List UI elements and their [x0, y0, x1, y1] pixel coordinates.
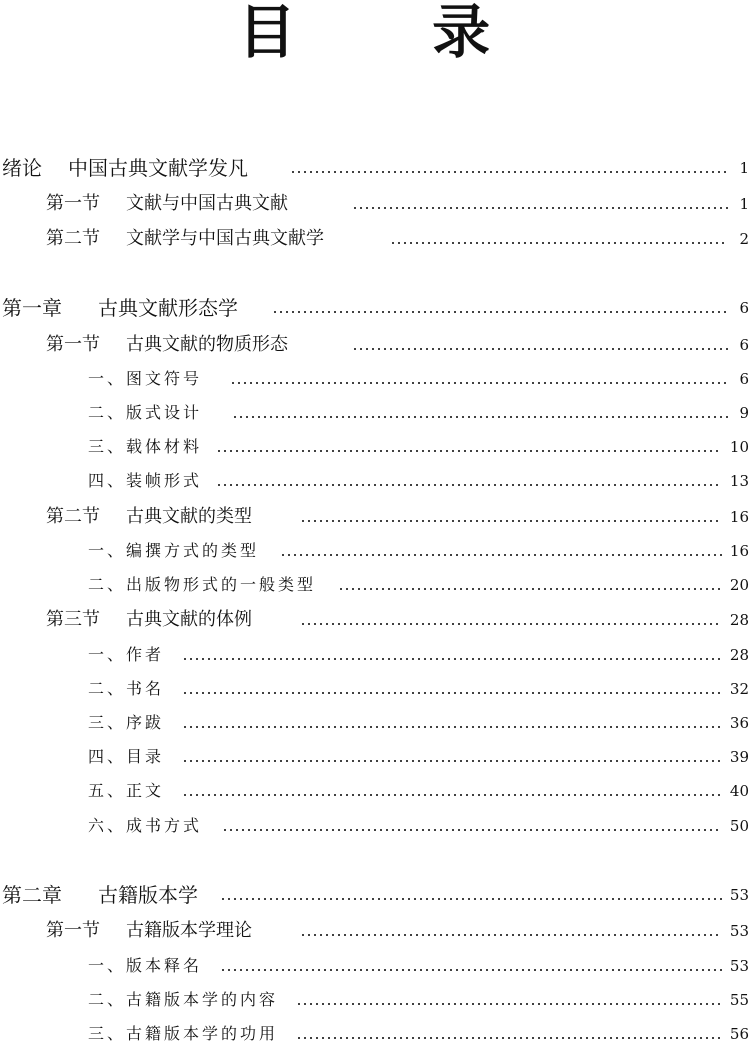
toc-entry-page: 53 — [729, 886, 749, 904]
dot-leader — [390, 242, 728, 244]
toc-entry-chapter — [0, 880, 750, 910]
toc-entry-label — [46, 916, 252, 946]
toc-entry-title: 书名 — [126, 679, 165, 698]
toc-entry-number: 第一章 — [2, 296, 62, 320]
dot-leader — [182, 726, 722, 728]
dot-leader — [182, 658, 722, 660]
toc-entry-label — [46, 224, 324, 254]
toc-entry-page: 28 — [729, 611, 749, 629]
toc-entry-section — [0, 330, 750, 360]
toc-entry-page: 9 — [739, 404, 749, 422]
toc-entry-item — [0, 536, 750, 566]
toc-entry-label — [46, 605, 252, 635]
dot-leader — [220, 969, 722, 971]
toc-entry-title: 古籍版本学 — [98, 883, 198, 907]
toc-entry-number: 第三节 — [46, 609, 100, 630]
toc-entry-title: 正文 — [126, 781, 165, 800]
toc-entry-title: 古典文献的体例 — [126, 609, 252, 630]
toc-entry-page: 50 — [729, 817, 749, 835]
dot-leader — [352, 348, 728, 350]
dot-leader — [182, 794, 722, 796]
toc-entry-item — [0, 364, 750, 394]
toc-entry-title: 古籍版本学理论 — [126, 920, 252, 941]
toc-entry-label — [2, 153, 248, 183]
toc-entry-page: 1 — [739, 195, 749, 213]
toc-entry-page: 28 — [729, 646, 749, 664]
toc-entry-section — [0, 189, 750, 219]
toc-entry-label — [88, 398, 202, 428]
toc-entry-label — [88, 536, 259, 566]
toc-entry-number: 一、 — [88, 369, 127, 388]
toc-entry-label — [88, 951, 202, 981]
toc-entry-label — [46, 502, 252, 532]
toc-entry-title: 版式设计 — [126, 403, 203, 422]
toc-entry-label — [88, 985, 278, 1015]
toc-entry-label — [88, 811, 202, 841]
dot-leader — [216, 484, 722, 486]
toc-entry-page: 2 — [739, 230, 749, 248]
dot-leader — [230, 382, 728, 384]
toc-entry-page: 10 — [729, 438, 749, 456]
toc-entry-label — [88, 432, 202, 462]
toc-entry-number: 第二节 — [46, 228, 100, 249]
toc-entry-item — [0, 570, 750, 600]
toc-entry-title: 目录 — [126, 747, 165, 766]
toc-entry-item — [0, 776, 750, 806]
toc-entry-title: 古籍版本学的功用 — [126, 1024, 279, 1043]
toc-entry-label — [2, 880, 198, 910]
toc-entry-title: 古典文献的物质形态 — [126, 334, 288, 355]
dot-leader — [280, 554, 722, 556]
toc-entry-number: 二、 — [88, 679, 127, 698]
dot-leader — [272, 311, 728, 313]
toc-entry-title: 文献学与中国古典文献学 — [126, 228, 324, 249]
toc-entry-page: 20 — [729, 576, 749, 594]
toc-entry-number: 五、 — [88, 781, 127, 800]
toc-entry-number: 第一节 — [46, 920, 100, 941]
toc-entry-page: 36 — [729, 714, 749, 732]
toc-entry-number: 一、 — [88, 645, 127, 664]
toc-entry-page: 13 — [729, 472, 749, 490]
toc-entry-number: 六、 — [88, 816, 127, 835]
toc-entry-number: 四、 — [88, 471, 127, 490]
toc-entry-page: 39 — [729, 748, 749, 766]
toc-entry-label — [88, 640, 164, 670]
toc-entry-title: 古典文献形态学 — [98, 296, 238, 320]
toc-entry-page: 55 — [729, 991, 749, 1009]
toc-entry-item — [0, 985, 750, 1015]
toc-entry-number: 三、 — [88, 1024, 127, 1043]
toc-entry-page: 40 — [729, 782, 749, 800]
toc-entry-section — [0, 916, 750, 946]
toc-entry-number: 一、 — [88, 956, 127, 975]
toc-entry-page: 16 — [729, 508, 749, 526]
toc-entry-label — [88, 742, 164, 772]
toc-entry-item — [0, 640, 750, 670]
toc-entry-title: 载体材料 — [126, 437, 203, 456]
toc-entry-number: 第一节 — [46, 193, 100, 214]
toc-entry-page: 6 — [739, 336, 749, 354]
toc-entry-label — [88, 674, 164, 704]
toc-entry-label — [88, 570, 316, 600]
toc-entry-number: 四、 — [88, 747, 127, 766]
toc-entry-title: 序跋 — [126, 713, 165, 732]
toc-entry-chapter — [0, 153, 750, 183]
toc-entry-title: 装帧形式 — [126, 471, 203, 490]
toc-entry-page: 53 — [729, 957, 749, 975]
toc-entry-label — [88, 1019, 278, 1049]
toc-entry-title: 古籍版本学的内容 — [126, 990, 279, 1009]
toc-entry-label — [88, 364, 202, 394]
toc-entry-item — [0, 1019, 750, 1049]
toc-entry-section — [0, 224, 750, 254]
toc-entry-page: 53 — [729, 922, 749, 940]
toc-entry-item — [0, 951, 750, 981]
dot-leader — [338, 588, 722, 590]
dot-leader — [182, 760, 722, 762]
toc-entry-title: 作者 — [126, 645, 165, 664]
toc-entry-title: 中国古典文献学发凡 — [68, 156, 248, 180]
toc-entry-title: 出版物形式的一般类型 — [126, 575, 317, 594]
toc-entry-title: 版本释名 — [126, 956, 203, 975]
toc-entry-item — [0, 398, 750, 428]
toc-entry-item — [0, 811, 750, 841]
toc-entry-label — [88, 466, 202, 496]
dot-leader — [222, 829, 722, 831]
toc-entry-label — [88, 776, 164, 806]
toc-entry-label — [46, 330, 288, 360]
toc-entry-title: 编撰方式的类型 — [126, 541, 260, 560]
toc-entry-title: 古典文献的类型 — [126, 506, 252, 527]
toc-entry-title: 成书方式 — [126, 816, 203, 835]
dot-leader — [290, 171, 728, 173]
dot-leader — [300, 520, 722, 522]
toc-entry-number: 二、 — [88, 990, 127, 1009]
toc-entry-number: 三、 — [88, 713, 127, 732]
toc-entry-number: 二、 — [88, 575, 127, 594]
toc-entry-title: 图文符号 — [126, 369, 203, 388]
toc-entry-number: 第二节 — [46, 506, 100, 527]
toc-entry-page: 1 — [739, 159, 749, 177]
dot-leader — [232, 416, 728, 418]
toc-entry-page: 6 — [739, 370, 749, 388]
toc-entry-page: 32 — [729, 680, 749, 698]
toc-entry-title: 文献与中国古典文献 — [126, 193, 288, 214]
toc-entry-page: 6 — [739, 299, 749, 317]
dot-leader — [300, 934, 722, 936]
toc-entry-item — [0, 674, 750, 704]
dot-leader — [352, 207, 728, 209]
toc-entry-item — [0, 466, 750, 496]
toc-entry-label — [2, 293, 238, 323]
toc-entry-item — [0, 432, 750, 462]
toc-entry-number: 三、 — [88, 437, 127, 456]
toc-entry-number: 第一节 — [46, 334, 100, 355]
dot-leader — [216, 450, 722, 452]
page-title: 目 录 — [237, 0, 549, 66]
toc-entry-page: 56 — [729, 1025, 749, 1043]
dot-leader — [296, 1003, 722, 1005]
toc-entry-section — [0, 502, 750, 532]
dot-leader — [182, 692, 722, 694]
toc-entry-number: 绪论 — [2, 156, 42, 180]
dot-leader — [220, 898, 722, 900]
toc-entry-chapter — [0, 293, 750, 323]
toc-entry-item — [0, 742, 750, 772]
toc-entry-number: 第二章 — [2, 883, 62, 907]
toc-entry-number: 一、 — [88, 541, 127, 560]
toc-entry-item — [0, 708, 750, 738]
toc-entry-page: 16 — [729, 542, 749, 560]
dot-leader — [300, 623, 722, 625]
toc-entry-number: 二、 — [88, 403, 127, 422]
dot-leader — [296, 1037, 722, 1039]
toc-entry-section — [0, 605, 750, 635]
toc-entry-label — [46, 189, 288, 219]
toc-entry-label — [88, 708, 164, 738]
